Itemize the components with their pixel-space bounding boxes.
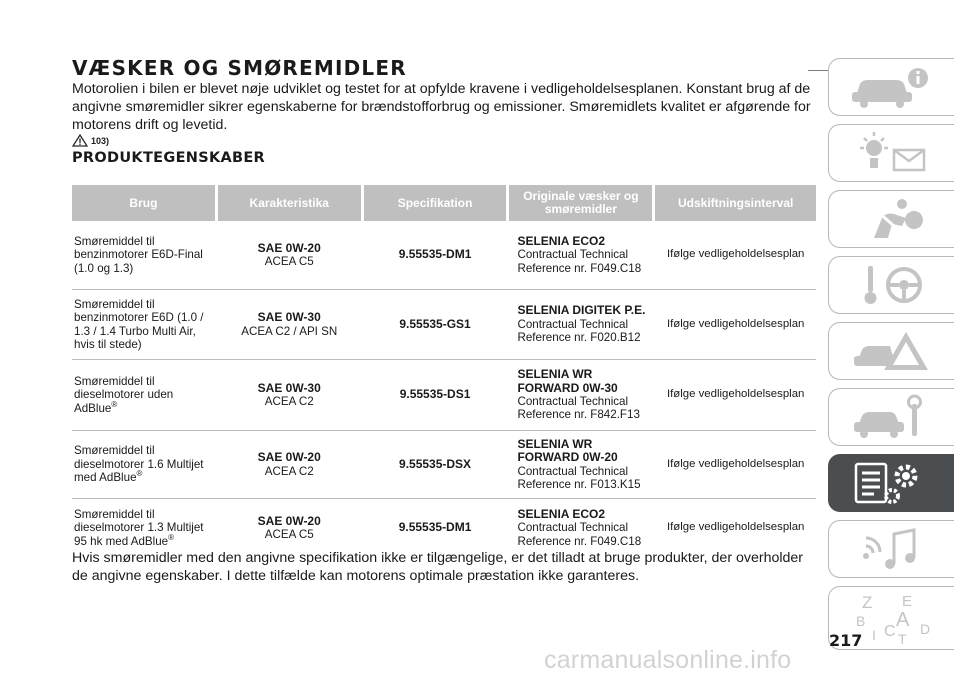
cell-specification: 9.55535-GS1 [399, 316, 471, 331]
lubricant-table [72, 185, 816, 557]
multimedia-icon [844, 524, 940, 574]
tab-starting-driving[interactable] [828, 256, 954, 314]
cell-characteristics: SAE 0W-20 ACEA C5 [257, 513, 321, 541]
svg-text:B: B [855, 613, 865, 629]
svg-text:Z: Z [861, 593, 872, 612]
chapter-tabs [828, 58, 956, 658]
svg-text:T: T [897, 631, 907, 646]
airbag-safety-icon [844, 194, 940, 244]
warning-reference [72, 134, 109, 147]
cell-use: Smøremiddel til dieselmotorer 1.3 Multijet 95 hk med AdBlue® [74, 507, 204, 548]
header-specification: Specifikation [364, 185, 507, 221]
cell-interval: Ifølge vedligeholdelsesplan [666, 457, 805, 470]
cell-use: Smøremiddel til benzinmotorer E6D-Final (1.0 og 1.3) [74, 234, 203, 275]
watermark: carmanualsonline.info [544, 646, 792, 674]
cell-use: Smøremiddel til benzinmotorer E6D (1.0 / 1.3 / 1.4 Turbo Multi Air, hvis til stede) [74, 297, 204, 351]
svg-text:A: A [895, 609, 909, 631]
cell-characteristics: SAE 0W-20 ACEA C2 [257, 450, 321, 478]
cell-original-fluid: SELENIA ECO2 Contractual Technical Reference nr. F049.C18 [517, 233, 642, 275]
footer-paragraph: Hvis smøremidler med den angivne specifikation ikke er tilgængelige, er det tilladt at bruge produkter, der overholder de angivne egenskaber. I dette tilfælde kan motorens optimale præstation ikke garanteres. [72, 550, 804, 584]
tab-multimedia[interactable] [828, 520, 954, 578]
car-info-icon [844, 62, 940, 112]
intro-paragraph: Motorolien i bilen er blevet nøje udviklet og testet for at opfylde kravene i vedligeholdelsesplanen. Konstant brug af de angivne smøremidler sikrer egenskaberne for brændstofforbrug og emissioner. Smøremidlets kvalitet er afgørende for motorens drift og levetid. [72, 81, 811, 133]
technical-data-gears-icon [844, 458, 940, 508]
header-change-interval: Udskiftningsinterval [655, 185, 816, 221]
cell-specification: 9.55535-DSX [399, 456, 472, 471]
tab-warning-lights[interactable] [828, 124, 954, 182]
table-row [72, 221, 816, 290]
svg-text:C: C [883, 623, 896, 640]
tab-maintenance[interactable] [828, 388, 954, 446]
cell-interval: Ifølge vedligeholdelsesplan [666, 388, 805, 401]
cell-specification: 9.55535-DM1 [398, 247, 472, 262]
header-characteristics: Karakteristika [218, 185, 361, 221]
cell-characteristics: SAE 0W-30 ACEA C2 [257, 380, 321, 408]
cell-original-fluid: SELENIA ECO2 Contractual Technical Reference nr. F049.C18 [517, 506, 642, 548]
tab-emergency[interactable] [828, 322, 954, 380]
breakdown-triangle-icon [844, 326, 940, 376]
tab-connector-line [808, 70, 830, 71]
cell-interval: Ifølge vedligeholdelsesplan [666, 521, 805, 534]
svg-text:D: D [919, 621, 930, 637]
table-row [72, 290, 816, 360]
car-wrench-icon [844, 392, 940, 442]
cell-specification: 9.55535-DS1 [399, 387, 471, 402]
page-title: VÆSKER OG SMØREMIDLER [72, 56, 407, 80]
table-header [72, 185, 816, 221]
cell-use: Smøremiddel til dieselmotorer uden AdBlue® [74, 374, 174, 415]
cell-original-fluid: SELENIA WR FORWARD 0W-20 Contractual Technical Reference nr. F013.K15 [517, 436, 641, 491]
tab-car-info[interactable] [828, 58, 954, 116]
table-row [72, 431, 816, 499]
warning-icon [72, 134, 88, 147]
cell-interval: Ifølge vedligeholdelsesplan [666, 248, 805, 261]
tab-technical-data[interactable] [828, 454, 954, 512]
cell-characteristics: SAE 0W-20 ACEA C5 [257, 240, 321, 268]
tab-safety[interactable] [828, 190, 954, 248]
warning-lights-message-icon [844, 128, 940, 178]
cell-characteristics: SAE 0W-30 ACEA C2 / API SN [241, 310, 338, 338]
svg-text:E: E [901, 593, 912, 610]
cell-original-fluid: SELENIA WR FORWARD 0W-30 Contractual Technical Reference nr. F842.F13 [517, 367, 640, 422]
header-use: Brug [72, 185, 215, 221]
table-row [72, 360, 816, 431]
svg-text:I: I [871, 627, 876, 643]
header-original-fluids: Originale væsker og smøremidler [509, 185, 652, 221]
cell-interval: Ifølge vedligeholdelsesplan [666, 317, 805, 330]
key-steering-wheel-icon [844, 260, 940, 310]
warning-reference-number: 103) [91, 135, 110, 146]
cell-original-fluid: SELENIA DIGITEK P.E. Contractual Technical Reference nr. F020.B12 [517, 303, 646, 345]
section-subtitle: PRODUKTEGENSKABER [72, 150, 266, 166]
page-number: 217 [829, 631, 863, 650]
cell-use: Smøremiddel til dieselmotorer 1.6 Multijet med AdBlue® [74, 444, 204, 485]
cell-specification: 9.55535-DM1 [398, 520, 472, 535]
